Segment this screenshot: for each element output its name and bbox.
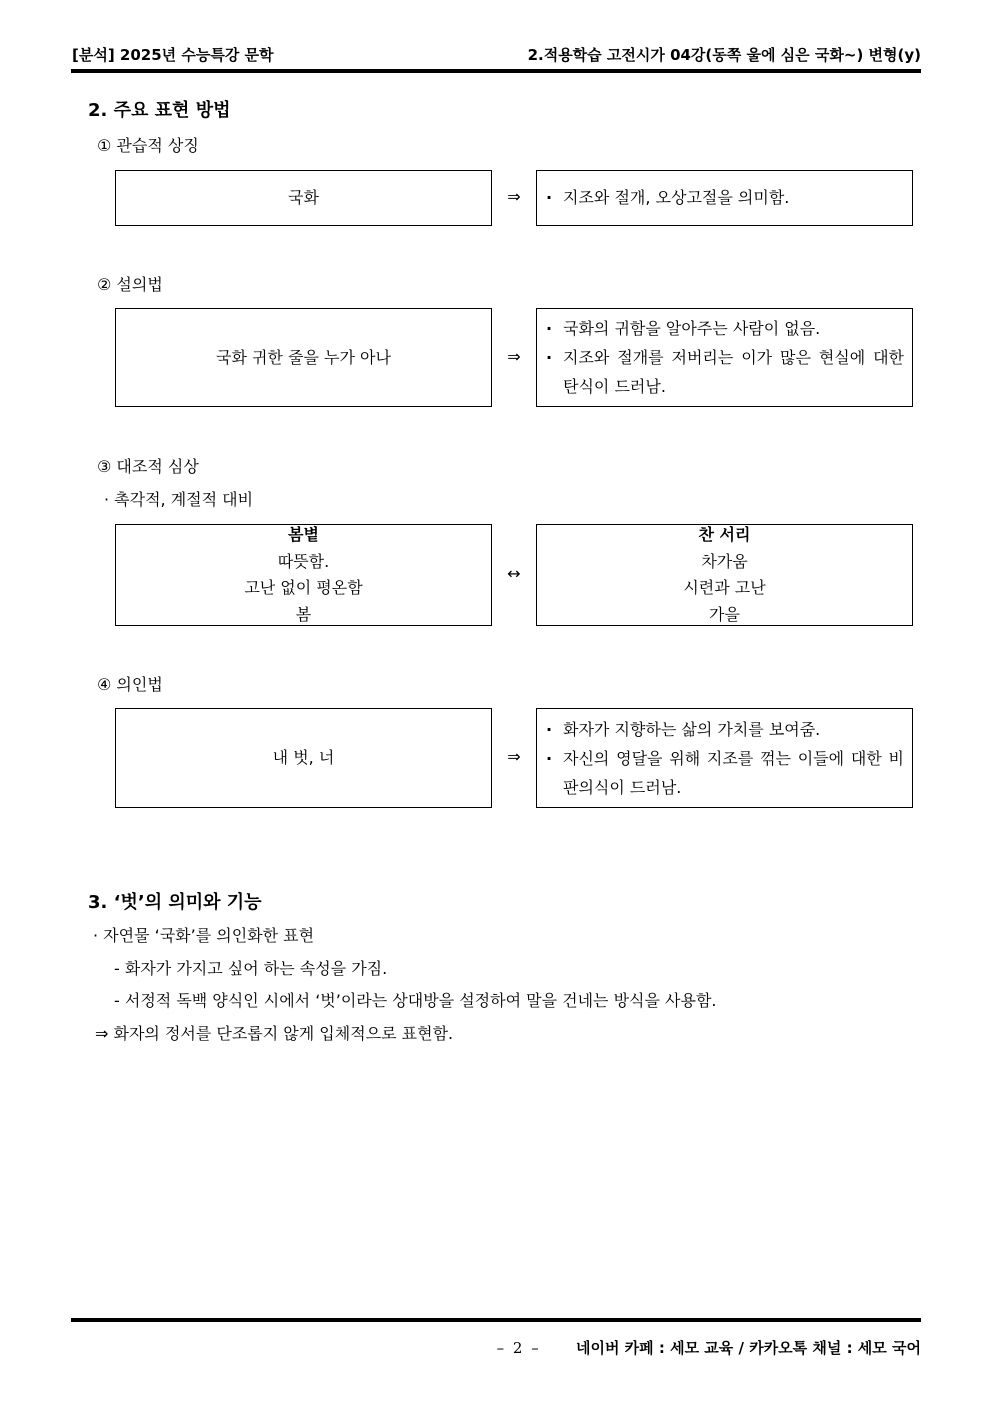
section-3-line-2: - 화자가 가지고 싶어 하는 속성을 가짐. [114, 959, 388, 978]
footer-rule [71, 1318, 921, 1322]
item-1-left-text: 국화 [288, 188, 319, 207]
item-4-left-box [115, 708, 492, 808]
item-3-left-line-2: 고난 없이 평온함 [244, 578, 363, 597]
section-3-line-3: - 서정적 독백 양식인 시에서 ‘벗’이라는 상대방을 설정하여 말을 건네는 방식을 사용함. [114, 991, 717, 1010]
item-4-right-line-2: · 자신의 영달을 위해 지조를 꺾는 이들에 대한 비판의식이 드러남. [563, 744, 904, 802]
item-4-arrow: ⇒ [507, 747, 521, 766]
item-3-note: · 촉각적, 계절적 대비 [104, 490, 254, 509]
item-4-label: ④ 의인법 [97, 675, 163, 694]
item-1-left-box [115, 170, 492, 226]
item-4-left-text: 내 벗, 너 [272, 748, 335, 767]
item-3-label: ③ 대조적 심상 [97, 457, 199, 476]
item-4-right-line-1: · 화자가 지향하는 삶의 가치를 보여줌. [563, 715, 904, 744]
item-3-left-line-1: 따뜻함. [277, 551, 330, 571]
section-3-line-1: · 자연물 ‘국화’를 의인화한 표현 [93, 926, 315, 945]
item-1-right-box [536, 170, 913, 226]
item-1-label: ① 관습적 상징 [97, 136, 199, 155]
item-3-right-title: 찬 서리 [698, 525, 751, 544]
item-2-label: ② 설의법 [97, 275, 163, 294]
footer-channel-text: 네이버 카페 : 세모 교육 / 카카오톡 채널 : 세모 국어 [575, 1339, 921, 1357]
item-2-left-box [115, 308, 492, 407]
item-3-arrow: ↔ [507, 564, 521, 583]
page-number: – 2 – [496, 1339, 541, 1357]
item-2-arrow: ⇒ [507, 347, 521, 366]
item-3-left-box [115, 524, 492, 626]
item-1-right-line-1: · 지조와 절개, 오상고절을 의미함. [563, 185, 904, 211]
footer [497, 1337, 921, 1358]
item-2-left-text: 국화 귀한 줄을 누가 아나 [216, 347, 391, 367]
item-2-right-line-2: · 지조와 절개를 저버리는 이가 많은 현실에 대한 탄식이 드러남. [563, 343, 904, 401]
item-3-right-line-2: 시련과 고난 [683, 578, 766, 597]
item-3-left-title: 봄볕 [288, 525, 319, 544]
item-3-right-line-3: 가을 [709, 604, 740, 624]
header-right-title: 2.적용학습 고전시가 04강(동쪽 울에 심은 국화~) 변형(y) [527, 46, 921, 64]
section-3-title: 3. ‘벗’의 의미와 기능 [88, 892, 262, 913]
item-2-right-box [536, 308, 913, 407]
item-3-right-box [536, 524, 913, 626]
item-4-right-box [536, 708, 913, 808]
section-2-title: 2. 주요 표현 방법 [88, 100, 231, 121]
item-3-right-line-1: 차가움 [701, 551, 748, 571]
header-left-title: [분석] 2025년 수능특강 문학 [72, 46, 274, 64]
item-3-left-line-3: 봄 [295, 604, 312, 624]
section-3-conclusion: ⇒ 화자의 정서를 단조롭지 않게 입체적으로 표현함. [95, 1024, 454, 1043]
header-rule [71, 69, 921, 73]
item-2-right-line-1: · 국화의 귀함을 알아주는 사람이 없음. [563, 314, 904, 343]
item-1-arrow: ⇒ [507, 187, 521, 206]
